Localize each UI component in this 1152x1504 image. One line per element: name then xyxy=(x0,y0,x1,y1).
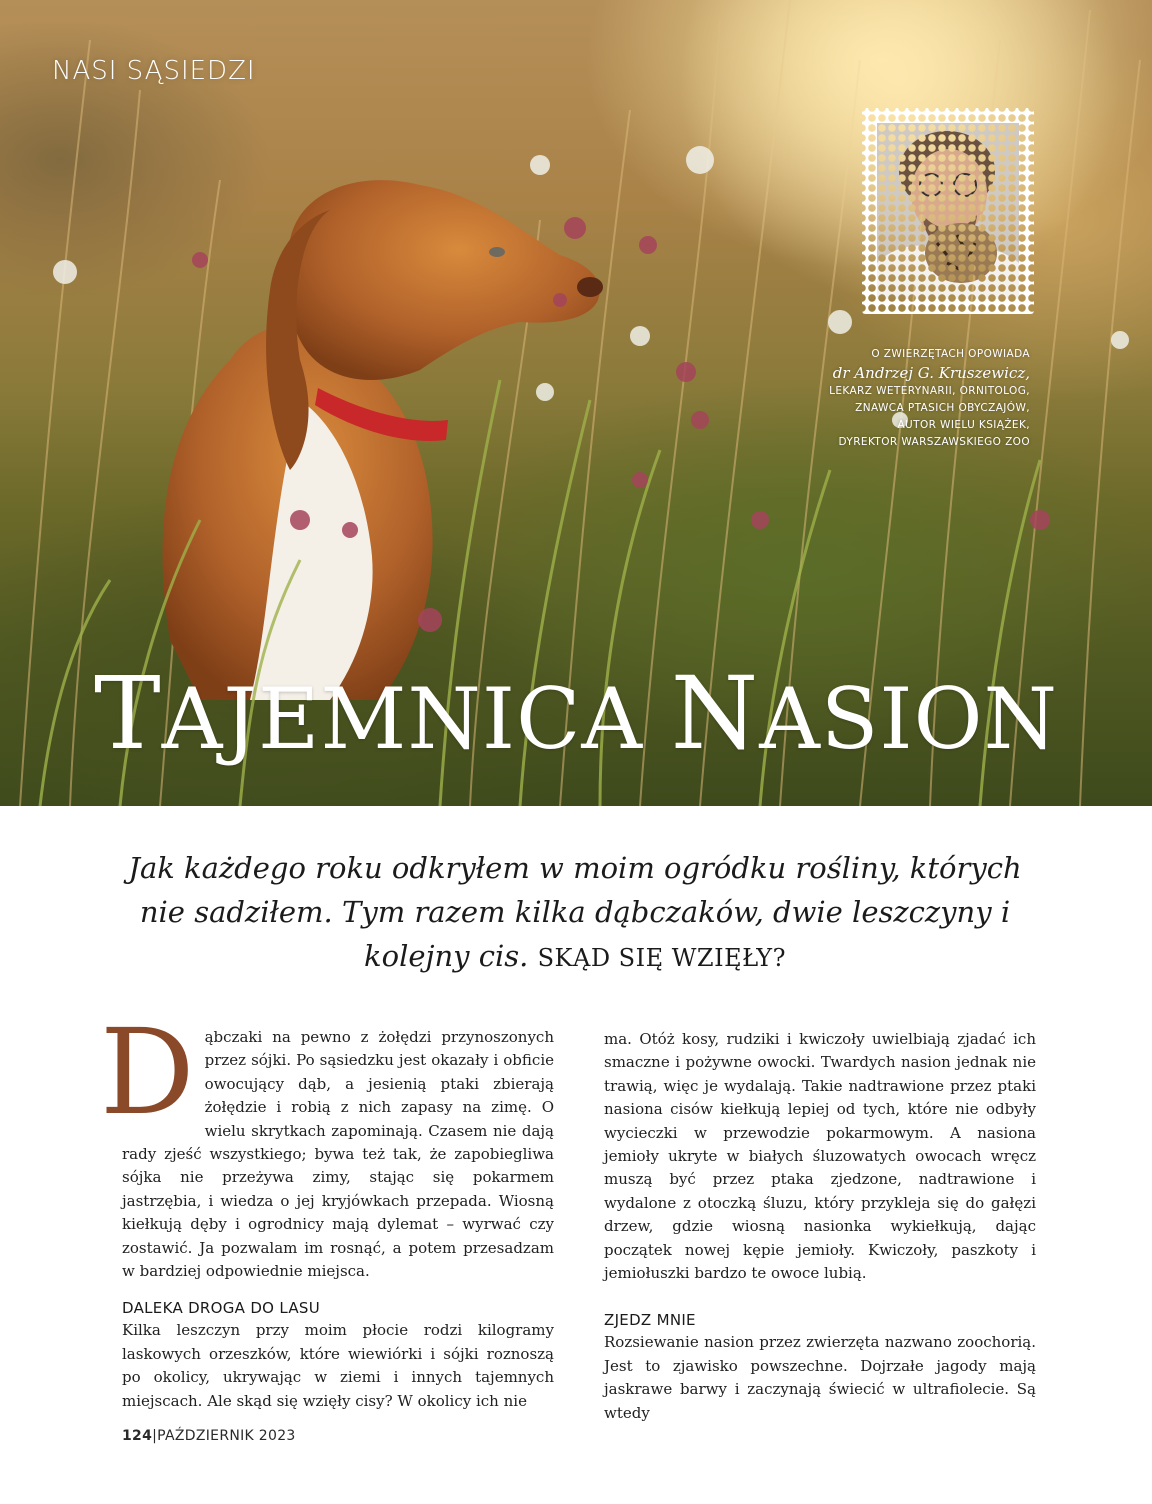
author-role-4: DYREKTOR WARSZAWSKIEGO ZOO xyxy=(838,436,1030,448)
subheading-2: ZJEDZ MNIE xyxy=(604,1311,696,1330)
title-word2-rest: ASION xyxy=(759,670,1058,768)
body-paragraph-1: ąbczaki na pewno z żołędzi przynoszonych przez sójki. Po sąsiedzku jest okazały i obficie owocujący dąb, a jesienią ptaki zbierają żołędzie i robią z nich zapasy na zimę. O wielu skrytkach zapominają. Czasem nie dają rady zjeść wszystkiego; bywa też tak, że zapobiegliwa sójka nie przeżywa zimy, stając się pokarmem jastrzębia, i wiedza o jej kryjówkach przepada. Wiosną kiełkują dęby i ogrodnicy mają dylemat – wyrwać czy zostawić. Ja pozwalam im rosnąć, a potem przesadzam w bardziej odpowiednie miejsca. xyxy=(122,1028,554,1281)
body-paragraph-3: ma. Otóż kosy, rudziki i kwiczoły uwielbiają zjadać ich smaczne i pożywne owocki. Twardych nasion jednak nie trawią, więc je wydalają. Takie nadtrawione przez ptaki nasiona cisów kiełkują lepiej od tych, które nie odbyły wycieczki w przewodzie pokarmowym. A nasiona jemioły ukryte w białych śluzowatych owocach wręcz muszą być przez ptaka zjedzone, nadtrawione i wydalone z otoczką śluzu, który przykleja się do gałęzi drzew, gdzie wiosną nasionka wykiełkują, dając początek nowej kępie jemioły. Kwiczoły, paszkoty i jemiołuszki bardzo te owoce lubią. xyxy=(604,1030,1036,1283)
title-word2-cap: N xyxy=(670,655,760,772)
body-paragraph-2: Kilka leszczyn przy moim płocie rodzi kilogramy laskowych orzeszków, które wiewiórki i sójki roznoszą po okolicy, ukrywając w ziemi i innych tajemnych miejscach. Ale skąd się wzięły cisy? W okolicy ich nie xyxy=(122,1321,554,1410)
author-role-1: LEKARZ WETERYNARII, ORNITOLOG, xyxy=(829,385,1030,397)
author-intro: O ZWIERZĘTACH OPOWIADA xyxy=(871,348,1030,360)
lead-italic: Jak każdego roku odkryłem w moim ogródku rośliny, których nie sadziłem. Tym razem kilka dąbczaków, dwie leszczyny i kolejny cis. xyxy=(128,851,1022,973)
body-column-left xyxy=(100,1003,554,1413)
page-number: 124 xyxy=(122,1428,153,1444)
author-role-3: AUTOR WIELU KSIĄŻEK, xyxy=(897,419,1030,431)
author-role-2: ZNAWCA PTASICH OBYCZAJÓW, xyxy=(855,402,1030,414)
section-label: NASI SĄSIEDZI xyxy=(52,56,256,86)
author-photo xyxy=(877,123,1019,299)
title-word1-rest: AJEMNICA xyxy=(161,670,643,768)
body-paragraph-4: Rozsiewanie nasion przez zwierzęta nazwano zoochorią. Jest to zjawisko powszechne. Dojrzałe jagody mają jaskrawe barwy i zaczynają świecić w ultrafiolecie. Są wtedy xyxy=(604,1333,1036,1422)
page-footer: 124|PAŹDZIERNIK 2023 xyxy=(122,1428,296,1444)
author-credit xyxy=(820,346,1030,451)
title-word1-cap: T xyxy=(94,655,162,772)
author-name: dr Andrzej G. Kruszewicz, xyxy=(832,364,1030,382)
lead-paragraph xyxy=(110,846,1040,980)
puppy-illustration xyxy=(163,180,604,700)
drop-cap: D xyxy=(100,1003,195,1141)
body-column-right xyxy=(604,1028,1036,1425)
article-title xyxy=(0,655,1152,772)
subheading-1: DALEKA DROGA DO LASU xyxy=(122,1299,321,1318)
author-stamp xyxy=(862,108,1034,314)
issue-date: PAŹDZIERNIK 2023 xyxy=(157,1428,296,1444)
lead-caps: SKĄD SIĘ WZIĘŁY? xyxy=(537,944,786,972)
